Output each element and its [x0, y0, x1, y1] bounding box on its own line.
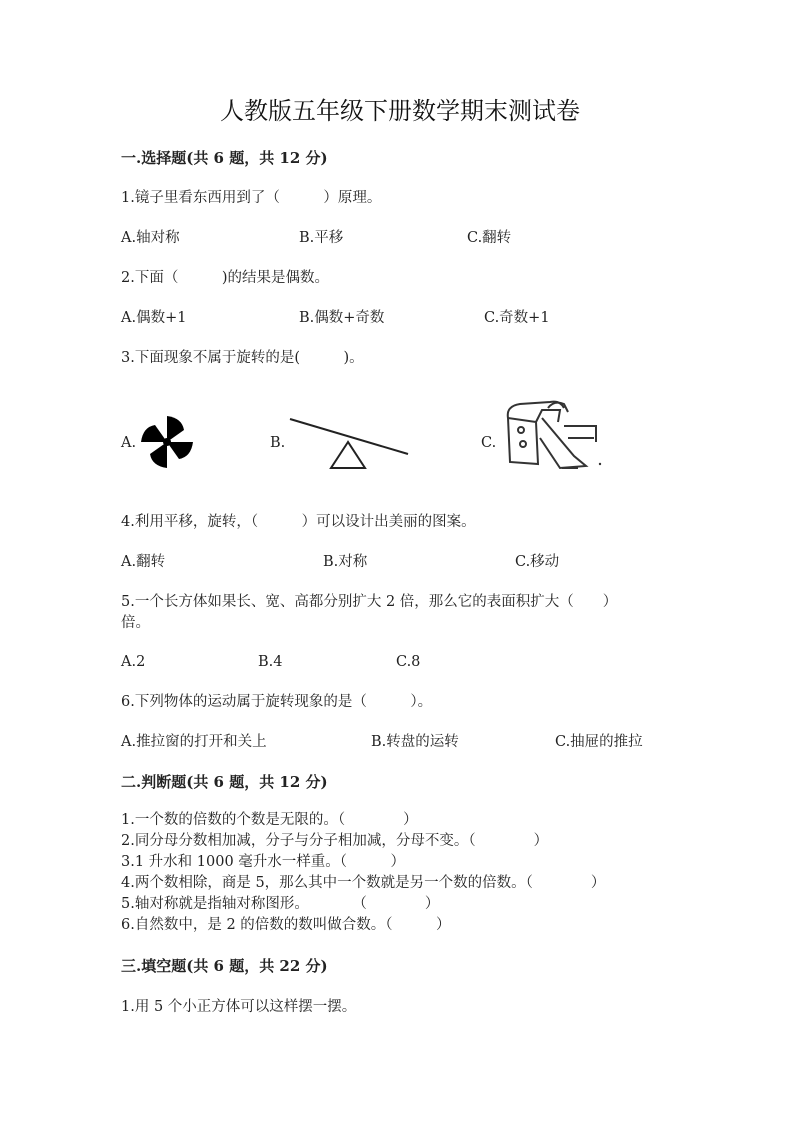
judgement-item: 5.轴对称就是指轴对称图形。 （ ） [121, 896, 440, 912]
option-c: C. [481, 435, 497, 451]
option-c: C.抽屉的推拉 [555, 734, 643, 750]
option-b: B. [270, 435, 286, 451]
option-a: A.推拉窗的打开和关上 [121, 734, 267, 750]
pinwheel-image [138, 414, 196, 470]
judgement-item: 1.一个数的倍数的个数是无限的。（ ） [121, 812, 418, 828]
judgement-item: 3.1 升水和 1000 毫升水一样重。（ ） [121, 854, 406, 870]
option-a: A. [121, 435, 137, 451]
option-b: B.对称 [323, 554, 368, 570]
option-c: C.8 [396, 654, 421, 670]
option-a: A.2 [121, 654, 146, 670]
option-b: B.偶数+奇数 [299, 310, 385, 326]
judgement-item: 4.两个数相除，商是 5，那么其中一个数就是另一个数的倍数。（ ） [121, 875, 606, 891]
question-text: 2.下面（ )的结果是偶数。 [121, 270, 329, 286]
option-c: C.翻转 [467, 230, 512, 246]
option-c: C.奇数+1 [484, 310, 550, 326]
section-heading-judgement: 二.判断题(共 6 题，共 12 分) [121, 773, 328, 791]
judgement-item: 6.自然数中，是 2 的倍数的数叫做合数。（ ） [121, 917, 451, 933]
seesaw-image [288, 416, 412, 472]
judgement-item: 2.同分母分数相加减，分子与分子相加减，分母不变。（ ） [121, 833, 549, 849]
question-text-continued: 倍。 [121, 615, 150, 631]
option-a: A.偶数+1 [121, 310, 187, 326]
section-heading-choice: 一.选择题(共 6 题，共 12 分) [121, 149, 328, 167]
fill-blank-item: 1.用 5 个小正方体可以这样摆一摆。 [121, 999, 357, 1015]
slide-image [498, 398, 606, 472]
question-text: 4.利用平移，旋转，（ ）可以设计出美丽的图案。 [121, 514, 476, 530]
option-b: B.平移 [299, 230, 344, 246]
option-a: A.轴对称 [121, 230, 180, 246]
question-text: 3.下面现象不属于旋转的是( )。 [121, 350, 364, 366]
question-text: 6.下列物体的运动属于旋转现象的是（ ）。 [121, 694, 433, 710]
question-text: 5.一个长方体如果长、宽、高都分别扩大 2 倍，那么它的表面积扩大（ ） [121, 594, 618, 610]
page-title: 人教版五年级下册数学期末测试卷 [220, 97, 580, 125]
option-b: B.4 [258, 654, 283, 670]
section-heading-fill-blank: 三.填空题(共 6 题，共 22 分) [121, 957, 328, 975]
option-a: A.翻转 [121, 554, 166, 570]
option-b: B.转盘的运转 [371, 734, 459, 750]
question-text: 1.镜子里看东西用到了（ ）原理。 [121, 190, 382, 206]
option-c: C.移动 [515, 554, 560, 570]
